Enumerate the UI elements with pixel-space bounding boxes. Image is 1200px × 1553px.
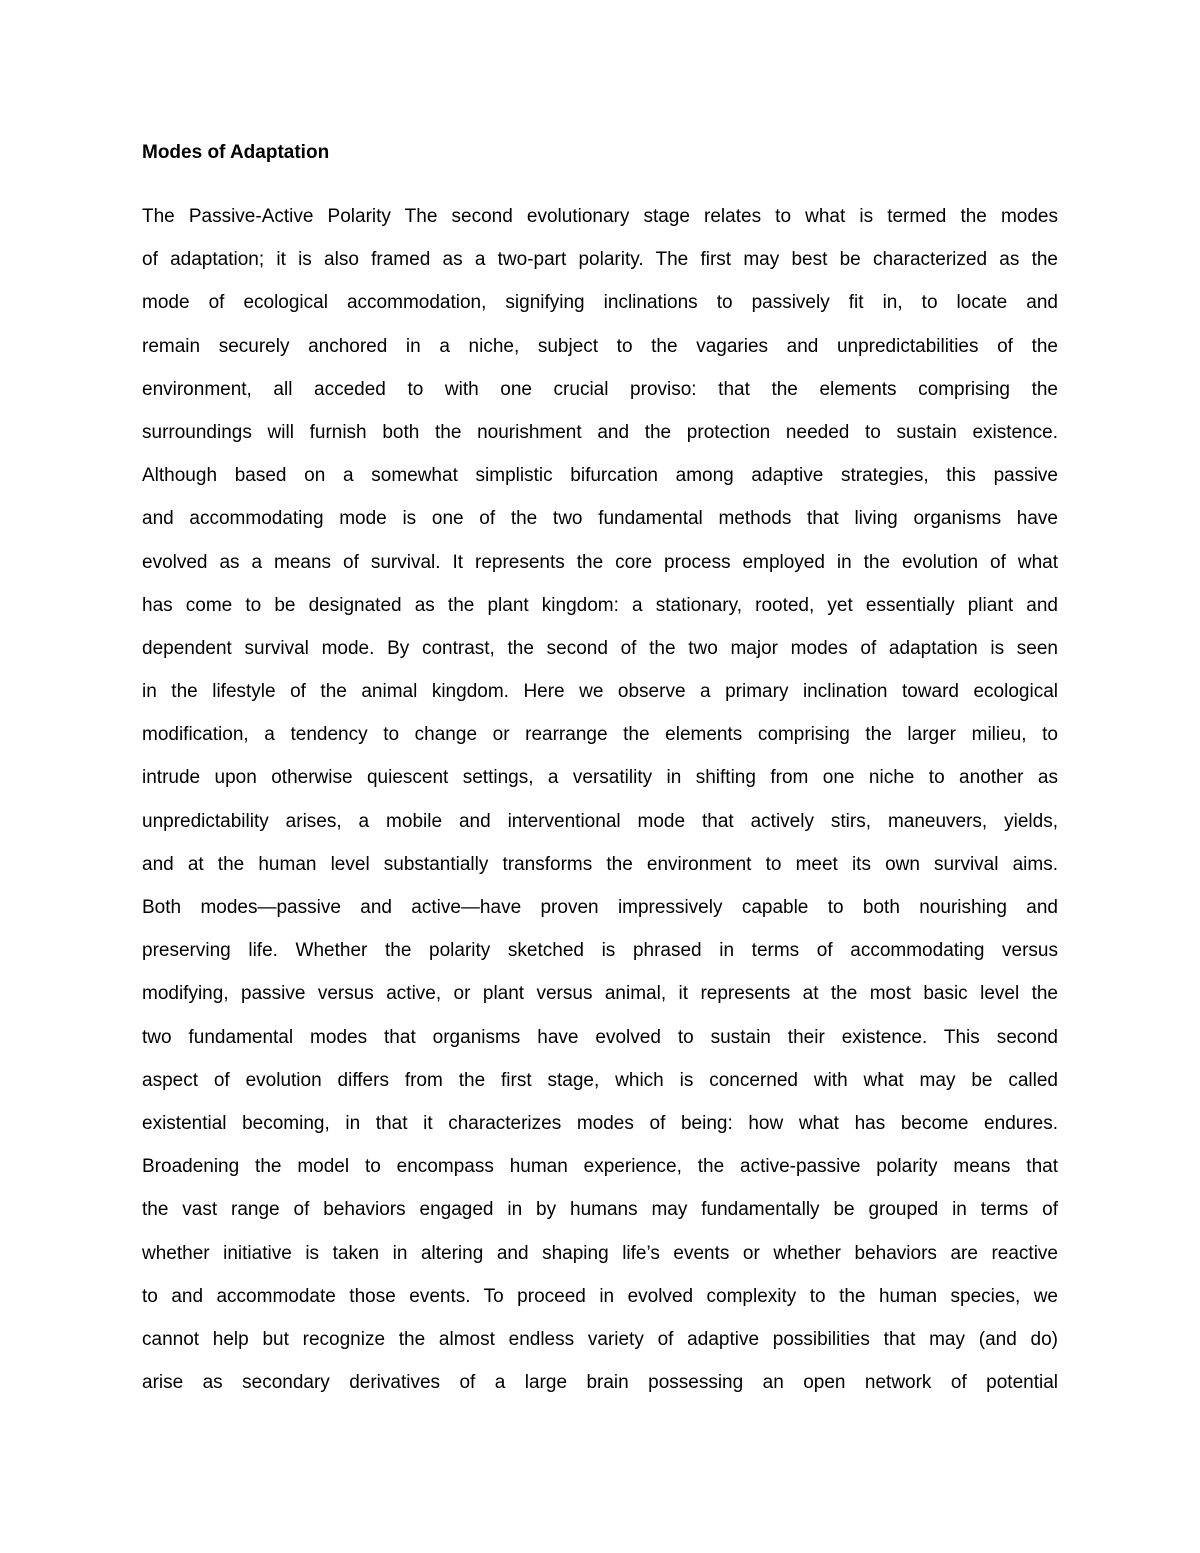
text-line: of adaptation; it is also framed as a two-part polarity. The first may best be characterized as the — [142, 249, 1058, 271]
text-line: modification, a tendency to change or rearrange the elements comprising the larger milieu, to — [142, 724, 1058, 746]
text-line: unpredictability arises, a mobile and interventional mode that actively stirs, maneuvers, yields, — [142, 810, 1058, 832]
text-line: preserving life. Whether the polarity sketched is phrased in terms of accommodating versus — [142, 940, 1058, 962]
text-line: to and accommodate those events. To proceed in evolved complexity to the human species, we — [142, 1285, 1058, 1307]
text-line: arise as secondary derivatives of a large brain possessing an open network of potential — [142, 1372, 1058, 1394]
text-line: Although based on a somewhat simplistic bifurcation among adaptive strategies, this passive — [142, 465, 1058, 487]
text-line: environment, all acceded to with one crucial proviso: that the elements comprising the — [142, 378, 1058, 400]
text-line: intrude upon otherwise quiescent settings, a versatility in shifting from one niche to another as — [142, 767, 1058, 789]
text-line: cannot help but recognize the almost endless variety of adaptive possibilities that may (and do) — [142, 1328, 1058, 1350]
text-line: in the lifestyle of the animal kingdom. Here we observe a primary inclination toward ecological — [142, 681, 1058, 703]
text-line: the vast range of behaviors engaged in by humans may fundamentally be grouped in terms of — [142, 1199, 1058, 1221]
document-title: Modes of Adaptation — [142, 142, 330, 163]
text-line: has come to be designated as the plant kingdom: a stationary, rooted, yet essentially pliant and — [142, 594, 1058, 616]
text-line: dependent survival mode. By contrast, the second of the two major modes of adaptation is seen — [142, 637, 1058, 659]
text-line: evolved as a means of survival. It represents the core process employed in the evolution of what — [142, 551, 1058, 573]
text-line: surroundings will furnish both the nourishment and the protection needed to sustain existence. — [142, 421, 1058, 443]
text-line: aspect of evolution differs from the first stage, which is concerned with what may be called — [142, 1069, 1058, 1091]
text-line: existential becoming, in that it characterizes modes of being: how what has become endures. — [142, 1112, 1058, 1134]
text-line: mode of ecological accommodation, signifying inclinations to passively fit in, to locate and — [142, 292, 1058, 314]
text-line: whether initiative is taken in altering and shaping life’s events or whether behaviors are reactive — [142, 1242, 1058, 1264]
text-line: Broadening the model to encompass human experience, the active-passive polarity means that — [142, 1156, 1058, 1178]
text-line: remain securely anchored in a niche, subject to the vagaries and unpredictabilities of the — [142, 335, 1058, 357]
text-line: Both modes—passive and active—have proven impressively capable to both nourishing and — [142, 897, 1058, 918]
text-line: two fundamental modes that organisms have evolved to sustain their existence. This second — [142, 1026, 1058, 1048]
text-line: and at the human level substantially transforms the environment to meet its own survival aims. — [142, 853, 1058, 875]
body-paragraph — [142, 203, 1058, 1412]
text-line: and accommodating mode is one of the two fundamental methods that living organisms have — [142, 508, 1058, 530]
text-line: modifying, passive versus active, or plant versus animal, it represents at the most basic level the — [142, 983, 1058, 1005]
text-line: The Passive-Active Polarity The second evolutionary stage relates to what is termed the modes — [142, 206, 1058, 227]
